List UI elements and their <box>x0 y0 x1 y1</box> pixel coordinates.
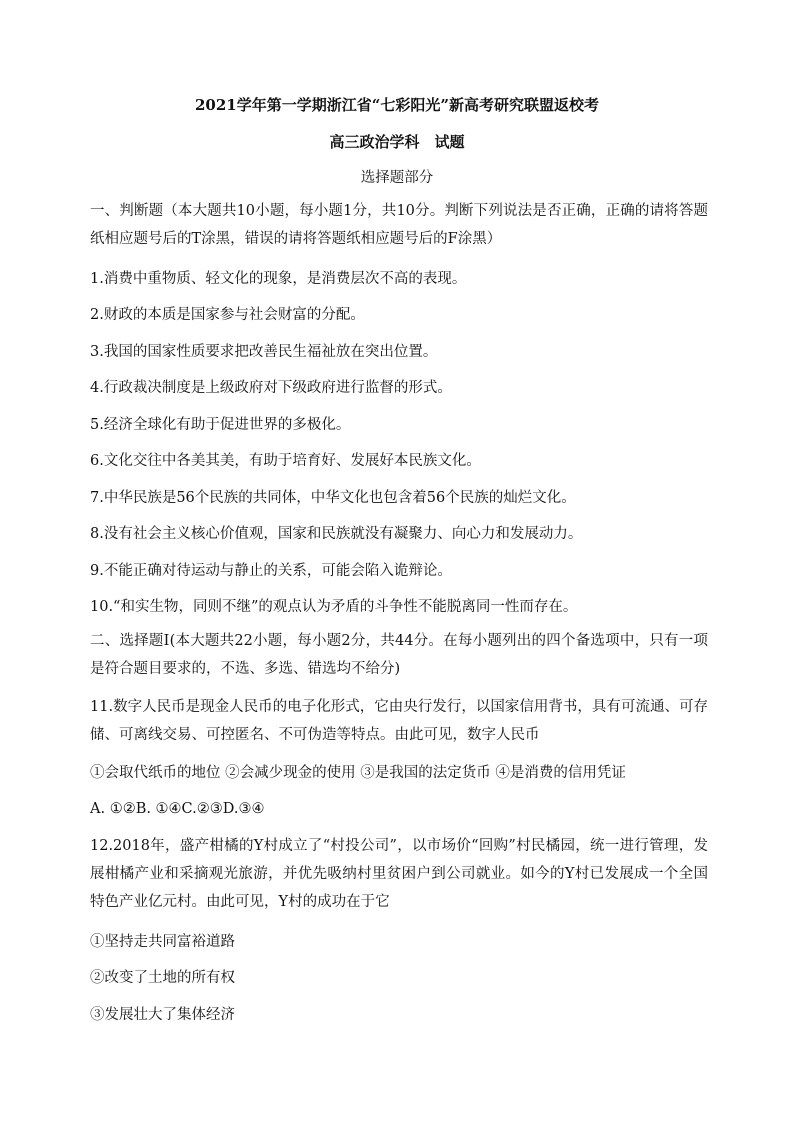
question-12-option-3: ③发展壮大了集体经济 <box>90 1007 235 1023</box>
question-11-answers: A. ①②B. ①④C.②③D.③④ <box>90 801 265 817</box>
judgment-item-1: 1.消费中重物质、轻文化的现象，是消费层次不高的表现。 <box>90 271 467 287</box>
question-12-option-1: ①坚持走共同富裕道路 <box>90 934 235 950</box>
exam-subtitle: 高三政治学科 试题 <box>329 133 465 151</box>
exam-title: 2021学年第一学期浙江省“七彩阳光”新高考研究联盟返校考 <box>194 96 599 114</box>
question-12-option-2: ②改变了土地的所有权 <box>90 970 235 986</box>
question-11-stem: 11.数字人民币是现金人民币的电子化形式，它由央行发行，以国家信用背书，具有可流通、可存储、可离线交易、可控匿名、不可伪造等特点。由此可见，数字人民币 <box>90 699 708 743</box>
judgment-item-7: 7.中华民族是56个民族的共同体，中华文化也包含着56个民族的灿烂文化。 <box>90 490 576 506</box>
judgment-item-10: 10.“和实生物，同则不继”的观点认为矛盾的斗争性不能脱离同一性而存在。 <box>90 599 578 615</box>
judgment-item-6: 6.文化交往中各美其美，有助于培育好、发展好本民族文化。 <box>90 453 481 469</box>
part2-instructions: 二、选择题Ⅰ(本大题共22小题，每小题2分，共44分。在每小题列出的四个备选项中，只有一项是符合题目要求的，不选、多选、错选均不给分) <box>90 633 708 677</box>
judgment-item-4: 4.行政裁决制度是上级政府对下级政府进行监督的形式。 <box>90 380 452 396</box>
question-11-options: ①会取代纸币的地位 ②会减少现金的使用 ③是我国的法定货币 ④是消费的信用凭证 <box>90 765 626 781</box>
judgment-item-3: 3.我国的国家性质要求把改善民生福祉放在突出位置。 <box>90 344 438 360</box>
judgment-item-2: 2.财政的本质是国家参与社会财富的分配。 <box>90 307 365 323</box>
section-heading: 选择题部分 <box>360 170 434 186</box>
judgment-item-8: 8.没有社会主义核心价值观，国家和民族就没有凝聚力、向心力和发展动力。 <box>90 526 583 542</box>
judgment-item-9: 9.不能正确对待运动与静止的关系，可能会陷入诡辩论。 <box>90 563 452 579</box>
judgment-item-5: 5.经济全球化有助于促进世界的多极化。 <box>90 417 351 433</box>
part1-instructions: 一、判断题（本大题共10小题，每小题1分，共10分。判断下列说法是否正确，正确的请将答题纸相应题号后的T涂黑，错误的请将答题纸相应题号后的F涂黑） <box>90 203 708 247</box>
question-12-stem: 12.2018年，盛产柑橘的Y村成立了“村投公司”，以市场价“回购”村民橘园，统一进行管理，发展柑橘产业和采摘观光旅游，并优先吸纳村里贫困户到公司就业。如今的Y村已发展成一个全国特色产业亿元村。由此可见，Y村的成功在于它 <box>90 838 708 910</box>
